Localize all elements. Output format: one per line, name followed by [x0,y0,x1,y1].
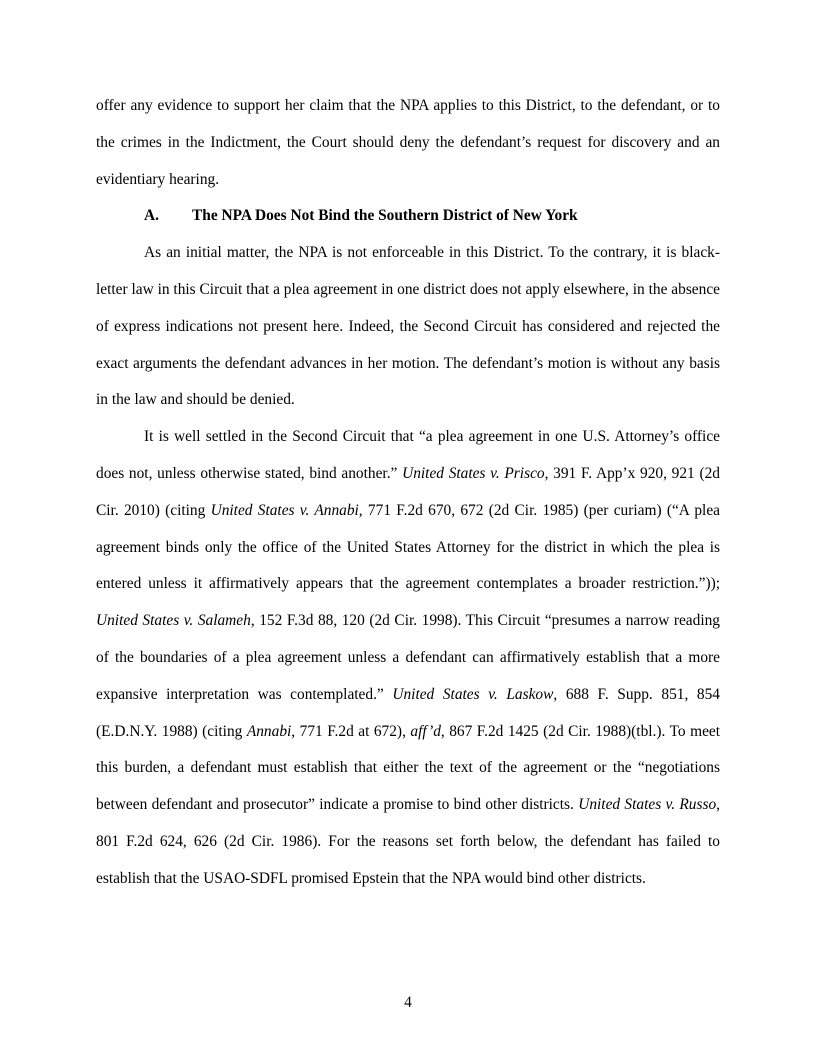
section-heading [96,198,720,235]
section-heading-label: A. [144,207,159,225]
case-citation: United States v. Salameh [96,612,251,630]
text-run: , 801 F.2d 624, 626 (2d Cir. 1986). For the reasons set forth below, the defendant has failed to establish that the USAO-SDFL promised Epstein that the NPA would bind other districts. [96,796,720,887]
case-citation: aff’d [410,722,441,740]
page-number: 4 [404,994,412,1011]
paragraph-continuation: offer any evidence to support her claim that the NPA applies to this District, to the defendant, or to the crimes in the Indictment, the Court should deny the defendant’s request for discovery and an evidentiary hearing. [96,97,720,188]
case-citation: United States v. Prisco [402,464,545,482]
text-run: , 771 F.2d at 672), [291,722,411,740]
document-body [96,88,720,898]
case-citation: United States v. Annabi, [210,501,363,519]
text-run: , 152 F.3d 88, 120 (2d Cir. 1998). This Circuit “presumes a narrow reading of the boundaries of a plea agreement unless a defendant can affirmatively establish that a more expansive interpretation was contemplated.” [96,612,720,703]
text-run: , 688 F. Supp. 851, 854 (E.D.N.Y. 1988) (citing [96,685,720,740]
text-run: , 867 F.2d 1425 (2d Cir. 1988)(tbl.). To meet this burden, a defendant must establish that either the text of the agreement or the “negotiations between defendant and prosecutor” indicate a promise to bind other districts. [96,722,721,814]
text-run: 771 F.2d 670, 672 (2d Cir. 1985) (per curiam) (“A plea agreement binds only the office of the United States Attorney for the district in which the plea is entered unless it affirmatively appears that the agreement contemplates a broader restriction.”)); [96,501,720,593]
paragraph-initial-matter: As an initial matter, the NPA is not enforceable in this District. To the contrary, it is black-letter law in this Circuit that a plea agreement in one district does not apply elsewhere, in the absence of express indications not present here. Indeed, the Second Circuit has considered and rejected the exact arguments the defendant advances in her motion. The defendant’s motion is without any basis in the law and should be denied. [96,244,720,409]
text-run: It is well settled in the Second Circuit that “a plea agreement in one U.S. Attorney’s office does not, unless otherwise stated, bind another.” [96,428,720,482]
text-run: , 391 F. App’x 920, 921 (2d Cir. 2010) (citing [96,464,720,519]
case-citation: United States v. Laskow [392,685,554,703]
case-citation: United States v. Russo [578,796,717,814]
section-heading-title: The NPA Does Not Bind the Southern District of New York [192,207,578,225]
case-citation: Annabi [246,722,292,740]
paragraph-second-circuit [96,419,720,897]
